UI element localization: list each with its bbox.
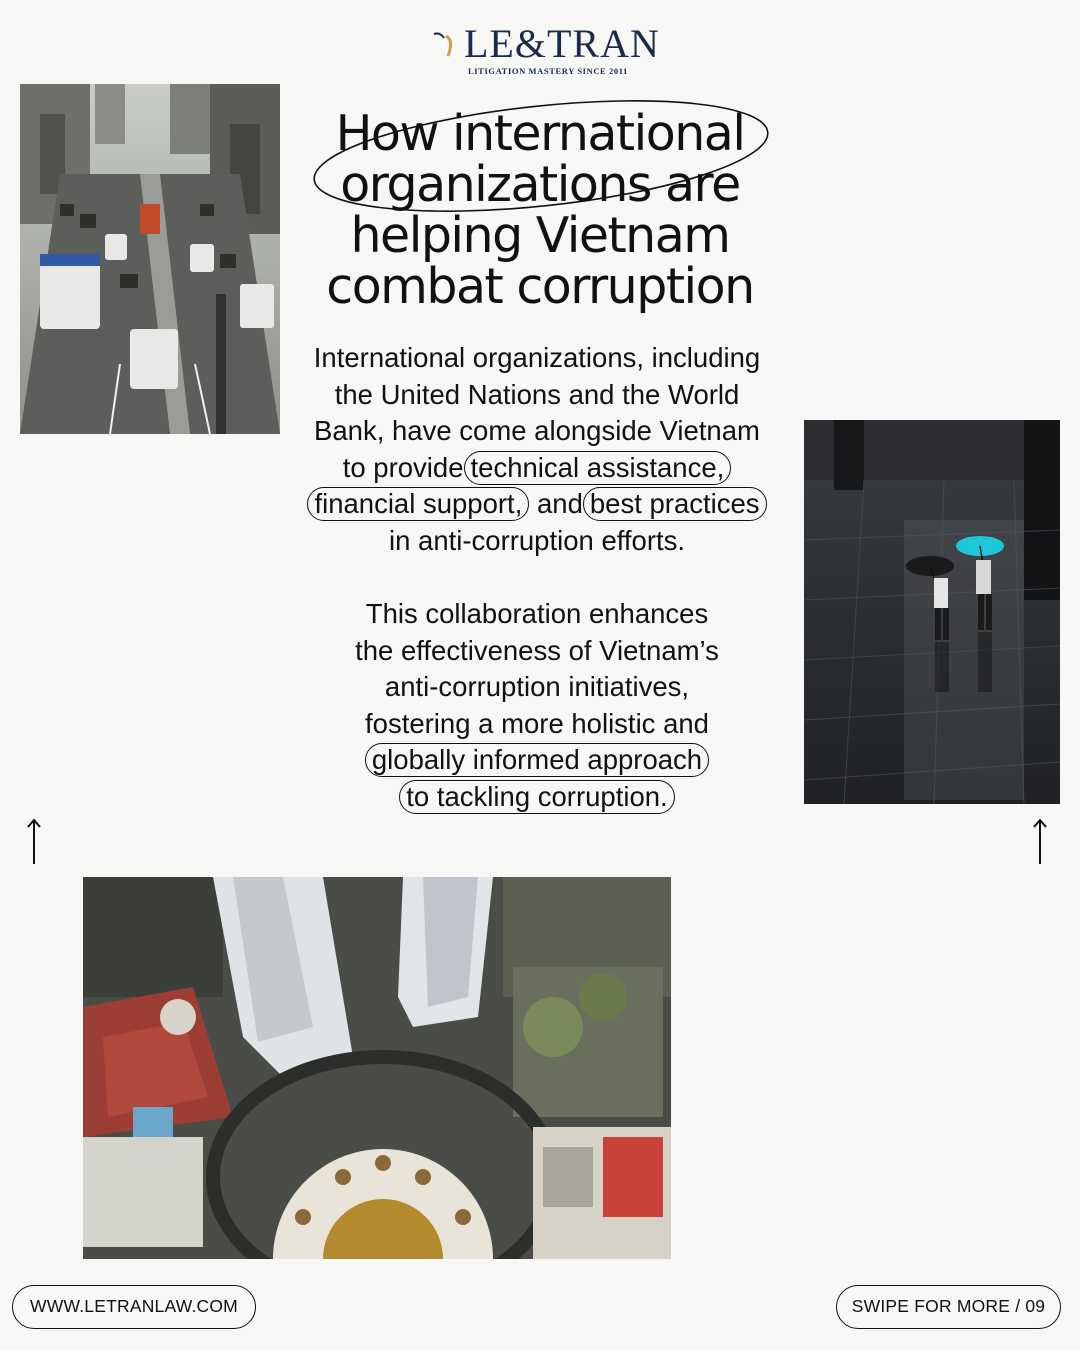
brand-logo [430, 21, 660, 78]
arrow-up-icon [27, 818, 41, 864]
headline-line-3: helping Vietnam [350, 207, 730, 264]
para2-line-4: fostering a more holistic and [365, 707, 709, 739]
para2-line-2: the effectiveness of Vietnam’s [355, 634, 719, 666]
headline-line-1: How international [335, 105, 745, 162]
brand-name: LE&TRAN [464, 21, 660, 66]
highlight-globally-informed-approach: globally informed approach [365, 743, 709, 777]
para2-line-3: anti-corruption initiatives, [384, 671, 690, 703]
headline-line-4: combat corruption [326, 258, 754, 315]
brand-tagline: LITIGATION MASTERY SINCE 2011 [468, 66, 628, 76]
highlight-technical-assistance: technical assistance, [464, 451, 732, 485]
para1-line-4-prefix: to provide [342, 451, 464, 483]
para1-joiner: and [529, 488, 583, 520]
headline-line-2: organizations are [340, 156, 740, 213]
le-tran-logo-mark-icon [430, 28, 460, 58]
aerial-city-photo [83, 877, 671, 1259]
para1-line-3: Bank, have come alongside Vietnam [314, 415, 760, 447]
highlight-tackling-corruption: to tackling corruption. [399, 780, 674, 814]
swipe-indicator[interactable]: SWIPE FOR MORE / 09 [836, 1285, 1061, 1329]
website-link[interactable]: WWW.LETRANLAW.COM [12, 1285, 256, 1329]
highlight-financial-support: financial support, [307, 487, 529, 521]
highlight-best-practices: best practices [583, 487, 767, 521]
page-title [290, 105, 790, 315]
traffic-photo [20, 84, 280, 434]
arrow-up-icon [1033, 818, 1047, 864]
para1-line-6: in anti-corruption efforts. [388, 524, 686, 556]
rain-umbrella-photo [804, 420, 1060, 804]
para1-line-2: the United Nations and the World [334, 378, 740, 410]
para2-line-1: This collaboration enhances [365, 598, 709, 629]
para1-line-1: International organizations, including [313, 342, 761, 373]
intro-paragraph [286, 340, 788, 560]
collaboration-paragraph [286, 596, 788, 816]
